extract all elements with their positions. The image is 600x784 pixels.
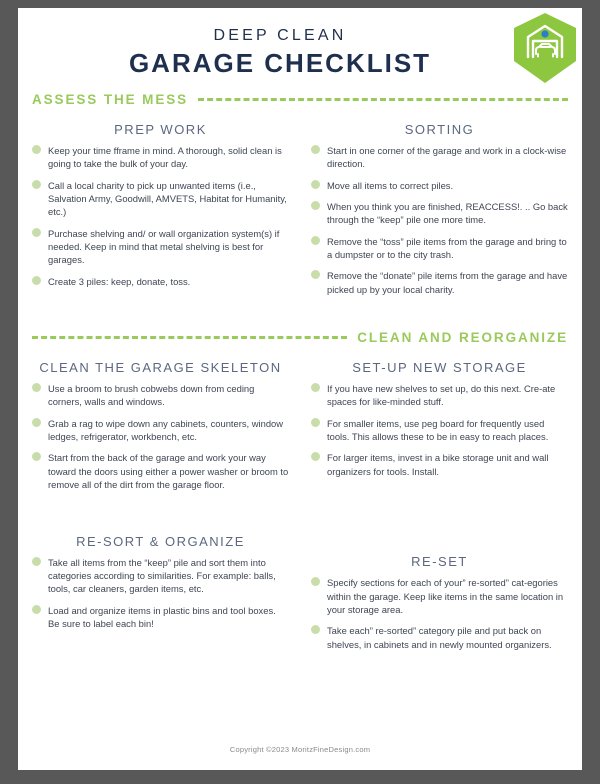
list-item[interactable] xyxy=(32,275,289,288)
band-label: CLEAN AND REORGANIZE xyxy=(357,329,568,345)
subsection-title-reset: RE-SET xyxy=(411,554,468,570)
garage-badge-logo xyxy=(514,13,576,83)
list-item[interactable] xyxy=(311,235,568,262)
checkbox-dot-icon[interactable] xyxy=(311,625,320,634)
checkbox-dot-icon[interactable] xyxy=(311,577,320,586)
dashed-divider xyxy=(198,98,568,101)
list-item[interactable] xyxy=(311,451,568,478)
copyright-footer: Copyright ©2023 MoritzFineDesign.com xyxy=(229,745,371,754)
checkbox-dot-icon[interactable] xyxy=(311,180,320,189)
checklist-prep-work xyxy=(32,144,289,288)
checklist-reset xyxy=(311,576,568,651)
list-item[interactable] xyxy=(32,556,289,596)
checkbox-dot-icon[interactable] xyxy=(311,270,320,279)
subsection-title-clean-skeleton: CLEAN THE GARAGE SKELETON xyxy=(39,360,282,376)
list-item-text: Call a local charity to pick up unwanted items (i.e., Salvation Army, Goodwill, AMVETS, Habitat for Humanity, etc.) xyxy=(48,179,287,218)
list-item[interactable] xyxy=(32,227,289,267)
list-item-text: Keep your time fframe in mind. A thorough, solid clean is going to take the bulk of your day. xyxy=(48,145,282,170)
list-item-text: Purchase shelving and/ or wall organization system(s) if needed. Keep in mind that metal shelving is best for garages. xyxy=(48,227,280,266)
list-item-text: Specify sections for each of your” re-sorted” cat-egories within the garage. Keep like items in the same location in your storage area. xyxy=(327,577,564,615)
list-item-text: For larger items, invest in a bike storage unit and wall organizers for tools. Install. xyxy=(327,452,549,477)
checkbox-dot-icon[interactable] xyxy=(311,145,320,154)
checkbox-dot-icon[interactable] xyxy=(311,201,320,210)
column-prep-work xyxy=(32,108,289,304)
subsection-title-resort-organize: RE-SORT & ORGANIZE xyxy=(76,533,245,549)
checkbox-dot-icon[interactable] xyxy=(32,452,41,461)
list-item[interactable] xyxy=(32,382,289,409)
checkbox-dot-icon[interactable] xyxy=(311,236,320,245)
list-item[interactable] xyxy=(311,576,568,616)
checkbox-dot-icon[interactable] xyxy=(32,180,41,189)
list-item-text: Start in one corner of the garage and work in a clock-wise direction. xyxy=(327,145,567,170)
list-item[interactable] xyxy=(311,179,568,192)
list-item[interactable] xyxy=(32,451,289,491)
list-item[interactable] xyxy=(311,417,568,444)
list-item[interactable] xyxy=(311,200,568,227)
subsection-title-prep-work: PREP WORK xyxy=(114,122,207,137)
checkbox-dot-icon[interactable] xyxy=(32,145,41,154)
row-clean xyxy=(32,346,568,659)
list-item-text: Create 3 piles: keep, donate, toss. xyxy=(48,275,191,287)
section-band-clean-and-reorganize xyxy=(32,328,568,346)
column-sorting xyxy=(311,108,568,304)
list-item-text: Grab a rag to wipe down any cabinets, counters, window ledges, refrigerator, workbench, etc. xyxy=(48,417,284,443)
list-item[interactable] xyxy=(311,269,568,296)
page-header xyxy=(18,8,582,80)
list-item-text: For smaller items, use peg board for frequently used tools. This allows these to be in easy to reach places. xyxy=(327,417,549,443)
checkbox-dot-icon[interactable] xyxy=(32,418,41,427)
subsection-title-sorting: SORTING xyxy=(404,122,475,137)
list-item-text: If you have new shelves to set up, do this next. Cre-ate spaces for like-minded stuff. xyxy=(327,383,556,408)
checklist-sorting xyxy=(311,144,568,296)
list-item[interactable] xyxy=(32,179,289,219)
checkbox-dot-icon[interactable] xyxy=(32,228,41,237)
spacer xyxy=(32,500,289,508)
list-item-text: Remove the “toss” pile items from the garage and bring to a dumpster or to the city trash. xyxy=(327,235,567,261)
checkbox-dot-icon[interactable] xyxy=(311,383,320,392)
list-item-text: Take all items from the “keep” pile and sort them into categories according to similarities. For example: balls, tools, car cleaners, garden items, etc. xyxy=(48,556,276,595)
list-item[interactable] xyxy=(32,417,289,444)
list-item-text: Load and organize items in plastic bins and tool boxes. Be sure to label each bin! xyxy=(48,604,276,629)
list-item-text: When you think you are finished, REACCESS!. .. Go back through the “keep” pile one more time. xyxy=(327,201,568,226)
blue-dot-icon xyxy=(541,30,548,37)
list-item-text: Start from the back of the garage and work your way toward the doors using either a power washer or broom to remove all of the dirt from the garage floor. xyxy=(48,452,289,491)
section-band-assess-the-mess xyxy=(32,90,568,108)
list-item[interactable] xyxy=(32,144,289,171)
dashed-divider xyxy=(32,336,347,339)
checklist-page xyxy=(18,8,582,770)
subsection-title-new-storage: SET-UP NEW STORAGE xyxy=(352,360,527,376)
list-item-text: Remove the “donate” pile items from the garage and have picked up by your local charity. xyxy=(327,270,568,295)
page-title: GARAGE CHECKLIST xyxy=(128,48,432,78)
checklist-new-storage xyxy=(311,382,568,478)
checkbox-dot-icon[interactable] xyxy=(311,452,320,461)
title-block xyxy=(18,26,582,80)
column-new-storage xyxy=(311,346,568,659)
checkbox-dot-icon[interactable] xyxy=(32,557,41,566)
checkbox-dot-icon[interactable] xyxy=(311,418,320,427)
list-item-text: Move all items to correct piles. xyxy=(327,179,454,191)
list-item[interactable] xyxy=(32,604,289,631)
checkbox-dot-icon[interactable] xyxy=(32,276,41,285)
list-item[interactable] xyxy=(311,382,568,409)
column-clean-skeleton xyxy=(32,346,289,659)
row-assess xyxy=(32,108,568,304)
band-label: ASSESS THE MESS xyxy=(32,91,189,107)
checklist-resort-organize xyxy=(32,556,289,631)
checkbox-dot-icon[interactable] xyxy=(32,605,41,614)
list-item[interactable] xyxy=(311,624,568,651)
checklist-clean-skeleton xyxy=(32,382,289,491)
list-item-text: Use a broom to brush cobwebs down from ceding corners, walls and windows. xyxy=(48,383,255,408)
spacer xyxy=(311,486,568,494)
list-item-text: Take each” re-sorted” category pile and put back on shelves, in cabinets and in newly mounted organizers. xyxy=(327,625,552,650)
list-item[interactable] xyxy=(311,144,568,171)
checkbox-dot-icon[interactable] xyxy=(32,383,41,392)
page-subtitle: DEEP CLEAN xyxy=(213,27,347,44)
